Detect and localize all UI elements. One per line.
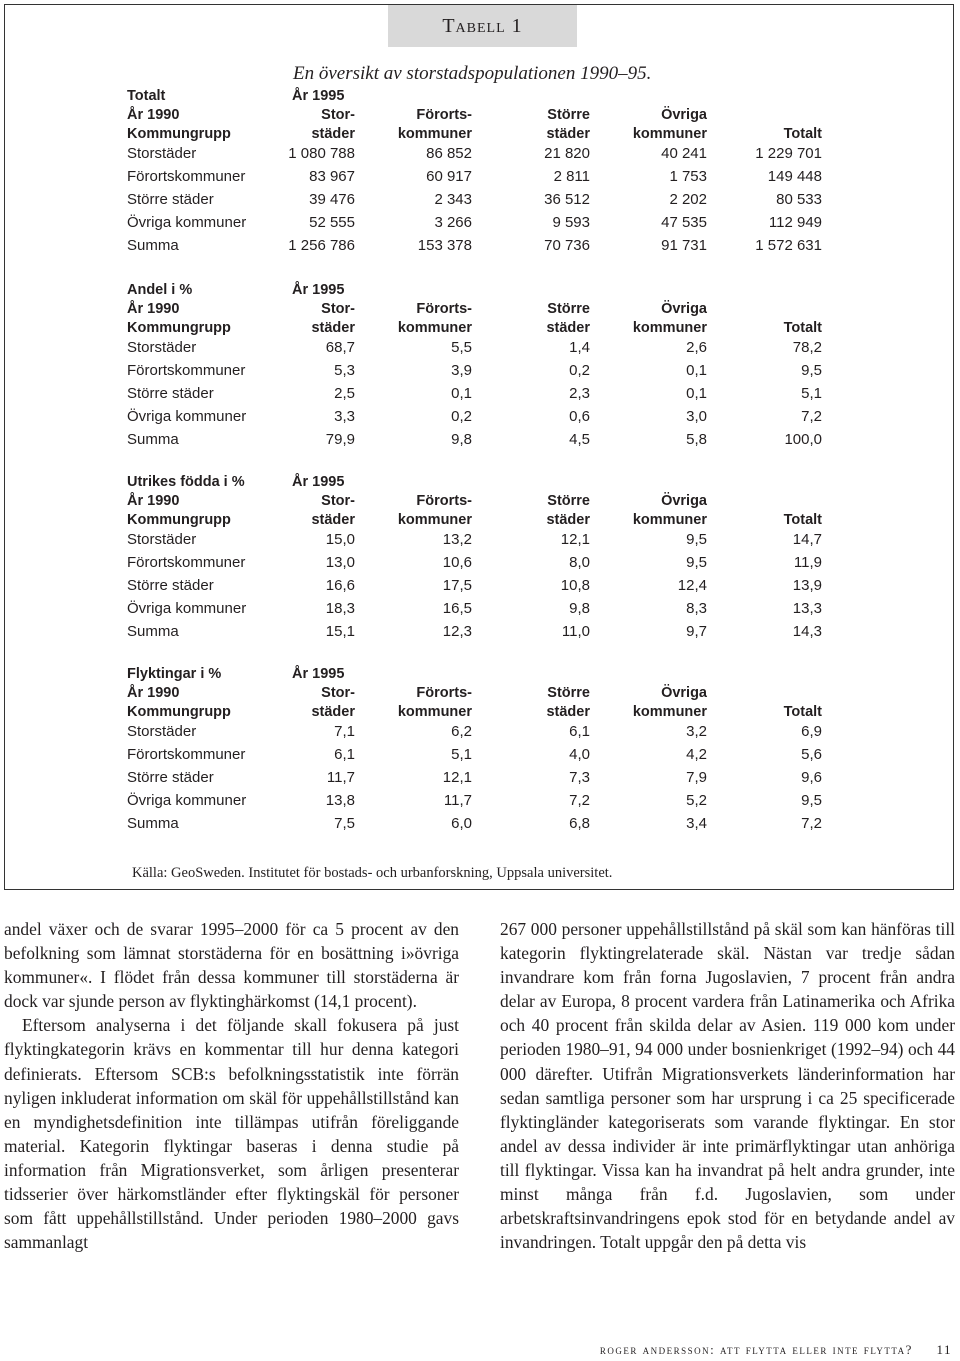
table-cell: 3,3 [334,408,355,425]
table-cell: 3,0 [686,408,707,425]
table-row [127,237,827,260]
table-row [127,815,827,838]
table-cell: 7,9 [686,769,707,786]
table-cell: 16,6 [325,577,355,594]
column-header: Förorts- [416,685,472,701]
table-cell: 7,2 [801,815,822,832]
table-source: Källa: GeoSweden. Institutet för bostads- och urbanforskning, Uppsala universitet. [132,865,613,881]
year-1995-label: År 1995 [292,282,345,298]
row-label: Summa [127,431,179,448]
column-header: kommuner [632,704,707,720]
year-1990-label: År 1990 [127,493,180,509]
column-header: Totalt [783,320,822,336]
paragraph: andel växer och de svarar 1995–2000 för ca 5 procent av den befolkning som lämnat storstäderna för en bosättning i»övriga kommuner«. I flödet från dessa kommuner till storstäderna är dock var sjunde person av flyktinghärkomst (14,1 procent). [4,919,459,1012]
table-cell: 14,7 [792,531,822,548]
table-cell: 40 241 [661,145,707,162]
table-cell: 18,3 [325,600,355,617]
table-cell: 12,3 [442,623,472,640]
paragraph: 267 000 personer uppehållstillstånd på skäl som kan hänföras till kategorin flyktingrelaterade skäl. Nästan var tredje sådan invandrare kom från forna Jugoslavien, 7 procent från andra delar av Europa, 8 procent vardera från Latinamerika och Afrika och 40 procent från skilda delar av Asien. 119 000 kom under perioden 1980–91, 94 000 under bosnienkriget (1992–94) och 44 000 därefter. Utifrån Migrationsverkets länderinformation har sedan samtliga personer som har ursprung i ca 25 specificerade flyktingländer kategoriserats som varande flyktingar. En stor andel av dessa individer är inte primärflyktingar utan anhöriga till flyktingar. Vissa kan ha invandrat på helt andra grunder, inte minst många från f.d. Jugoslavien, som under arbetskraftsinvandringens epok stod för en betydande andel av invandringen. Totalt uppgår den på detta vis [500,919,955,1253]
table-row [127,792,827,815]
table-cell: 2 811 [553,168,590,185]
year-1990-label: År 1990 [127,107,180,123]
section-title: Andel i % [127,282,193,298]
column-header: Förorts- [416,493,472,509]
table-cell: 0,1 [686,362,707,379]
table-cell: 1,4 [569,339,590,356]
column-header: Stor- [321,107,355,123]
table-cell: 80 533 [776,191,822,208]
column-header: kommuner [397,704,472,720]
column-header: Stor- [321,301,355,317]
body-column-right [500,917,955,1254]
row-label: Större städer [127,769,214,786]
table-row [127,214,827,237]
page-footer [600,1342,952,1358]
table-cell: 70 736 [544,237,590,254]
table-cell: 4,0 [569,746,590,763]
table-cell: 13,0 [325,554,355,571]
table-section [127,474,827,646]
table-cell: 12,1 [560,531,590,548]
table-cell: 47 535 [661,214,707,231]
column-header: kommuner [397,512,472,528]
column-header: städer [546,704,590,720]
section-header-row [127,88,827,107]
table-cell: 0,6 [569,408,590,425]
table-cell: 112 949 [768,214,822,231]
table-cell: 5,1 [801,385,822,402]
row-label: Större städer [127,577,214,594]
table-cell: 6,0 [451,815,472,832]
row-label: Övriga kommuner [127,214,247,231]
table-cell: 3,2 [686,723,707,740]
section-header-row [127,282,827,301]
section-title: Totalt [127,88,166,104]
table-cell: 7,2 [801,408,822,425]
section-header-row [127,107,827,126]
table-cell: 5,6 [801,746,822,763]
table-cell: 11,7 [326,769,355,786]
column-header: Totalt [783,512,822,528]
table-row [127,723,827,746]
table-cell: 13,8 [325,792,355,809]
table-cell: 68,7 [325,339,355,356]
table-cell: 6,1 [569,723,590,740]
table-cell: 13,3 [792,600,822,617]
section-header-row [127,301,827,320]
table-cell: 36 512 [544,191,590,208]
table-cell: 4,2 [686,746,707,763]
table-row [127,554,827,577]
section-header-row [127,704,827,723]
table-cell: 6,2 [451,723,472,740]
table-cell: 9,7 [686,623,707,640]
row-label: Större städer [127,385,214,402]
table-row [127,385,827,408]
table-cell: 9,5 [801,362,822,379]
section-header-row [127,474,827,493]
row-label: Övriga kommuner [127,408,247,425]
row-label: Förortskommuner [127,168,246,185]
table-cell: 1 080 788 [288,145,355,162]
column-header: Övriga [661,685,707,701]
table-cell: 7,2 [569,792,590,809]
table-cell: 5,1 [451,746,472,763]
table-cell: 79,9 [325,431,355,448]
table-cell: 7,3 [569,769,590,786]
table-cell: 2 343 [434,191,472,208]
table-cell: 9,6 [801,769,822,786]
column-header: Stor- [321,685,355,701]
table-cell: 0,1 [686,385,707,402]
table-cell: 4,5 [569,431,590,448]
column-header: städer [546,126,590,142]
table-cell: 8,0 [569,554,590,571]
table-row [127,191,827,214]
table-cell: 21 820 [544,145,590,162]
table-row [127,431,827,454]
table-cell: 13,9 [792,577,822,594]
table-cell: 9,8 [451,431,472,448]
row-label: Storstäder [127,723,197,740]
column-header: kommuner [632,320,707,336]
group-label: Kommungrupp [127,126,231,142]
table-cell: 149 448 [767,168,822,185]
table-row [127,362,827,385]
section-header-row [127,666,827,685]
table-cell: 9,5 [801,792,822,809]
year-1990-label: År 1990 [127,685,180,701]
table-cell: 9,8 [569,600,590,617]
table-cell: 2,6 [686,339,707,356]
column-header: Övriga [661,107,707,123]
paragraph: Eftersom analyserna i det följande skall fokusera på just flyktingkategorin krävs en kommentar till hur denna kategori definierats. Eftersom SCB:s befolkningsstatistik inte förrän nyligen inkluderat information om skäl för uppehållstillstånd kan en myndighetsdefinition inte tillämpas utifrån föreliggande material. Kategorin flyktingar baseras i denna studie på information från Migrationsverket, som årligen presenterar tidsserier över härkomstländer efter flyktingskäl för personer som fått uppehållstillstånd. Under perioden 1980–2000 gavs sammanlagt [4,1015,459,1253]
row-label: Summa [127,623,179,640]
row-label: Övriga kommuner [127,792,247,809]
table-cell: 11,7 [443,792,472,809]
section-header-row [127,320,827,339]
table-cell: 0,1 [451,385,472,402]
group-label: Kommungrupp [127,704,231,720]
running-head: roger andersson: att flytta eller inte flytta? [599,1342,913,1357]
row-label: Förortskommuner [127,554,246,571]
table-cell: 6,1 [334,746,355,763]
row-label: Större städer [127,191,214,208]
table-cell: 6,8 [569,815,590,832]
table-label: Tabell 1 [388,5,577,47]
table-row [127,339,827,362]
table-cell: 52 555 [309,214,355,231]
table-cell: 83 967 [309,168,355,185]
column-header: Totalt [783,704,822,720]
table-cell: 15,0 [325,531,355,548]
table-cell: 7,1 [334,723,355,740]
row-label: Storstäder [127,339,197,356]
table-cell: 60 917 [426,168,472,185]
table-cell: 16,5 [442,600,472,617]
column-header: städer [311,320,355,336]
table-cell: 5,5 [451,339,472,356]
section-title: Utrikes födda i % [127,474,245,490]
table-cell: 10,6 [442,554,472,571]
table-cell: 86 852 [426,145,472,162]
column-header: städer [311,704,355,720]
table-cell: 9 593 [552,214,590,231]
table-cell: 6,9 [801,723,822,740]
table-cell: 14,3 [792,623,822,640]
table-subtitle: En översikt av storstadspopulationen 1990–95. [293,63,652,84]
table-cell: 9,5 [686,531,707,548]
column-header: Totalt [783,126,822,142]
table-cell: 7,5 [334,815,355,832]
body-column-left [4,917,459,1254]
column-header: Stor- [321,493,355,509]
column-header: kommuner [632,126,707,142]
table-cell: 2 202 [669,191,707,208]
table-cell: 5,3 [334,362,355,379]
row-label: Summa [127,237,179,254]
group-label: Kommungrupp [127,512,231,528]
table-cell: 1 753 [669,168,707,185]
year-1995-label: År 1995 [292,666,345,682]
column-header: Större [547,107,590,123]
year-1995-label: År 1995 [292,474,345,490]
table-section [127,282,827,454]
table-cell: 1 572 631 [755,237,822,254]
column-header: Övriga [661,493,707,509]
table-cell: 39 476 [309,191,355,208]
table-row [127,168,827,191]
column-header: Förorts- [416,301,472,317]
table-section [127,666,827,838]
table-section [127,88,827,260]
table-cell: 8,3 [686,600,707,617]
row-label: Förortskommuner [127,746,246,763]
table-cell: 3,4 [686,815,707,832]
column-header: Förorts- [416,107,472,123]
group-label: Kommungrupp [127,320,231,336]
table-cell: 15,1 [325,623,355,640]
column-header: Större [547,685,590,701]
column-header: Större [547,493,590,509]
table-cell: 78,2 [792,339,822,356]
row-label: Förortskommuner [127,362,246,379]
section-header-row [127,512,827,531]
table-cell: 10,8 [560,577,590,594]
column-header: städer [311,512,355,528]
table-row [127,769,827,792]
column-header: Övriga [661,301,707,317]
row-label: Storstäder [127,145,197,162]
table-row [127,623,827,646]
table-cell: 12,4 [677,577,707,594]
table-row [127,531,827,554]
section-header-row [127,493,827,512]
table-cell: 1 256 786 [288,237,355,254]
row-label: Summa [127,815,179,832]
column-header: Större [547,301,590,317]
table-cell: 91 731 [661,237,707,254]
column-header: kommuner [397,320,472,336]
table-cell: 0,2 [451,408,472,425]
section-title: Flyktingar i % [127,666,222,682]
table-cell: 9,5 [686,554,707,571]
table-cell: 2,3 [569,385,590,402]
table-row [127,408,827,431]
table-cell: 17,5 [442,577,472,594]
table-cell: 11,0 [561,623,590,640]
column-header: städer [311,126,355,142]
column-header: kommuner [397,126,472,142]
table-cell: 100,0 [784,431,822,448]
section-header-row [127,685,827,704]
table-cell: 11,9 [793,554,822,571]
table-cell: 13,2 [442,531,472,548]
row-label: Övriga kommuner [127,600,247,617]
table-row [127,746,827,769]
table-cell: 153 378 [417,237,472,254]
table-row [127,145,827,168]
section-header-row [127,126,827,145]
year-1990-label: År 1990 [127,301,180,317]
table-cell: 3 266 [434,214,472,231]
column-header: städer [546,512,590,528]
table-row [127,600,827,623]
table-cell: 12,1 [442,769,472,786]
column-header: kommuner [632,512,707,528]
table-cell: 5,2 [686,792,707,809]
table-cell: 2,5 [334,385,355,402]
table-row [127,577,827,600]
table-cell: 0,2 [569,362,590,379]
column-header: städer [546,320,590,336]
year-1995-label: År 1995 [292,88,345,104]
row-label: Storstäder [127,531,197,548]
table-cell: 1 229 701 [755,145,822,162]
page-number: 11 [936,1342,952,1357]
table-cell: 5,8 [686,431,707,448]
table-cell: 3,9 [451,362,472,379]
